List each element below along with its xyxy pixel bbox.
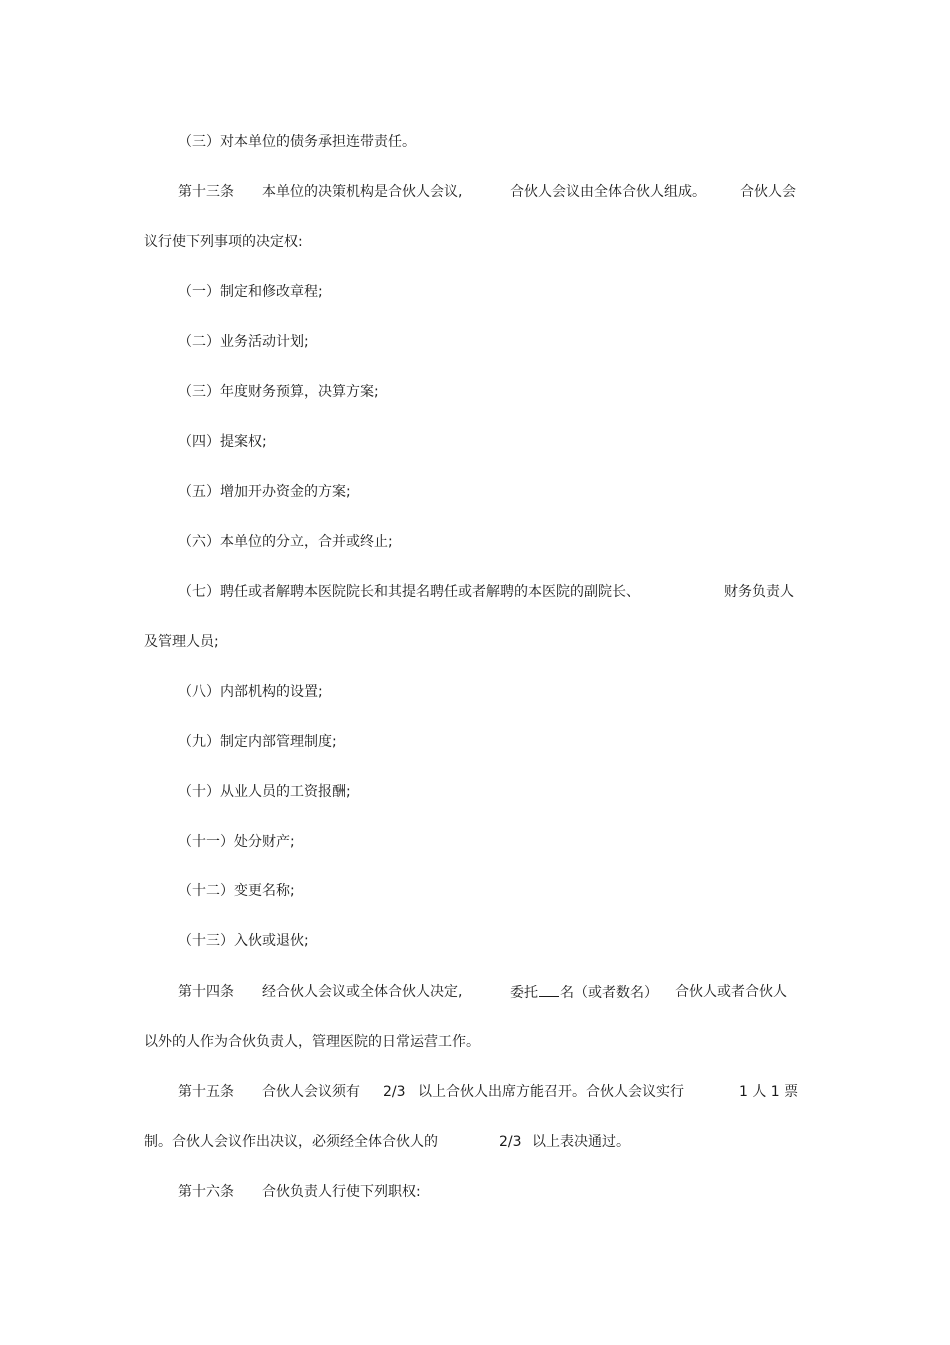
article-heading: 第十三条 — [178, 184, 234, 200]
text-segment: 本单位的决策机构是合伙人会议, — [262, 184, 463, 200]
list-item-text: （一）制定和修改章程; — [178, 284, 323, 300]
list-item — [178, 533, 393, 551]
list-item — [178, 433, 267, 451]
fraction-value: 2/3 — [499, 1134, 522, 1150]
list-item-text: （四）提案权; — [178, 434, 267, 450]
paragraph-line — [178, 133, 416, 151]
text-segment: 名（或者数名） — [560, 985, 658, 1001]
list-item — [178, 383, 379, 401]
fill-in-blank — [539, 983, 559, 997]
list-item-text: （二）业务活动计划; — [178, 334, 309, 350]
text-segment: 合伙负责人行使下列职权: — [262, 1184, 421, 1200]
article-heading: 第十六条 — [178, 1184, 234, 1200]
paragraph-continuation — [144, 1033, 480, 1051]
list-item — [178, 882, 295, 900]
text-segment: 合伙人或者合伙人 — [675, 984, 787, 1000]
paragraph-continuation — [144, 233, 303, 251]
text-line: 及管理人员; — [144, 634, 219, 650]
text-segment: 合伙人会议须有 — [262, 1084, 360, 1100]
text-segment: 1 人 1 票 — [739, 1084, 799, 1100]
text-segment: 财务负责人 — [724, 584, 794, 600]
list-item-text: （七）聘任或者解聘本医院院长和其提名聘任或者解聘的本医院的副院长、 — [178, 584, 640, 600]
text-line: （三）对本单位的债务承担连带责任。 — [178, 134, 416, 150]
list-item — [178, 733, 337, 751]
list-item-text: （三）年度财务预算，决算方案; — [178, 384, 379, 400]
text-segment: 合伙人会 — [740, 184, 796, 200]
text-line: 议行使下列事项的决定权: — [144, 234, 303, 250]
text-segment: 以上合伙人出席方能召开。合伙人会议实行 — [418, 1084, 684, 1100]
list-item-text: （五）增加开办资金的方案; — [178, 484, 351, 500]
list-item-text: （十一）处分财产; — [178, 834, 295, 850]
list-item-text: （十三）入伙或退伙; — [178, 933, 309, 949]
text-segment — [510, 983, 658, 1002]
list-item — [178, 683, 323, 701]
list-item — [178, 833, 295, 851]
text-line: 以外的人作为合伙负责人，管理医院的日常运营工作。 — [144, 1034, 480, 1050]
text-segment: 经合伙人会议或全体合伙人决定, — [262, 984, 463, 1000]
article-heading: 第十四条 — [178, 984, 234, 1000]
list-item — [178, 932, 309, 950]
list-item-text: （六）本单位的分立，合并或终止; — [178, 534, 393, 550]
list-item-text: （九）制定内部管理制度; — [178, 734, 337, 750]
paragraph-continuation — [144, 633, 219, 651]
list-item — [178, 283, 323, 301]
text-segment: 以上表决通过。 — [532, 1134, 630, 1150]
fraction-value: 2/3 — [383, 1084, 406, 1100]
list-item — [178, 783, 351, 801]
list-item-text: （十二）变更名称; — [178, 883, 295, 899]
list-item-text: （十）从业人员的工资报酬; — [178, 784, 351, 800]
list-item-text: （八）内部机构的设置; — [178, 684, 323, 700]
article-heading: 第十五条 — [178, 1084, 234, 1100]
text-segment: 制。合伙人会议作出决议，必须经全体合伙人的 — [144, 1134, 438, 1150]
text-segment: 委托 — [510, 985, 538, 1001]
list-item — [178, 483, 351, 501]
list-item — [178, 333, 309, 351]
text-segment: 合伙人会议由全体合伙人组成。 — [510, 184, 706, 200]
